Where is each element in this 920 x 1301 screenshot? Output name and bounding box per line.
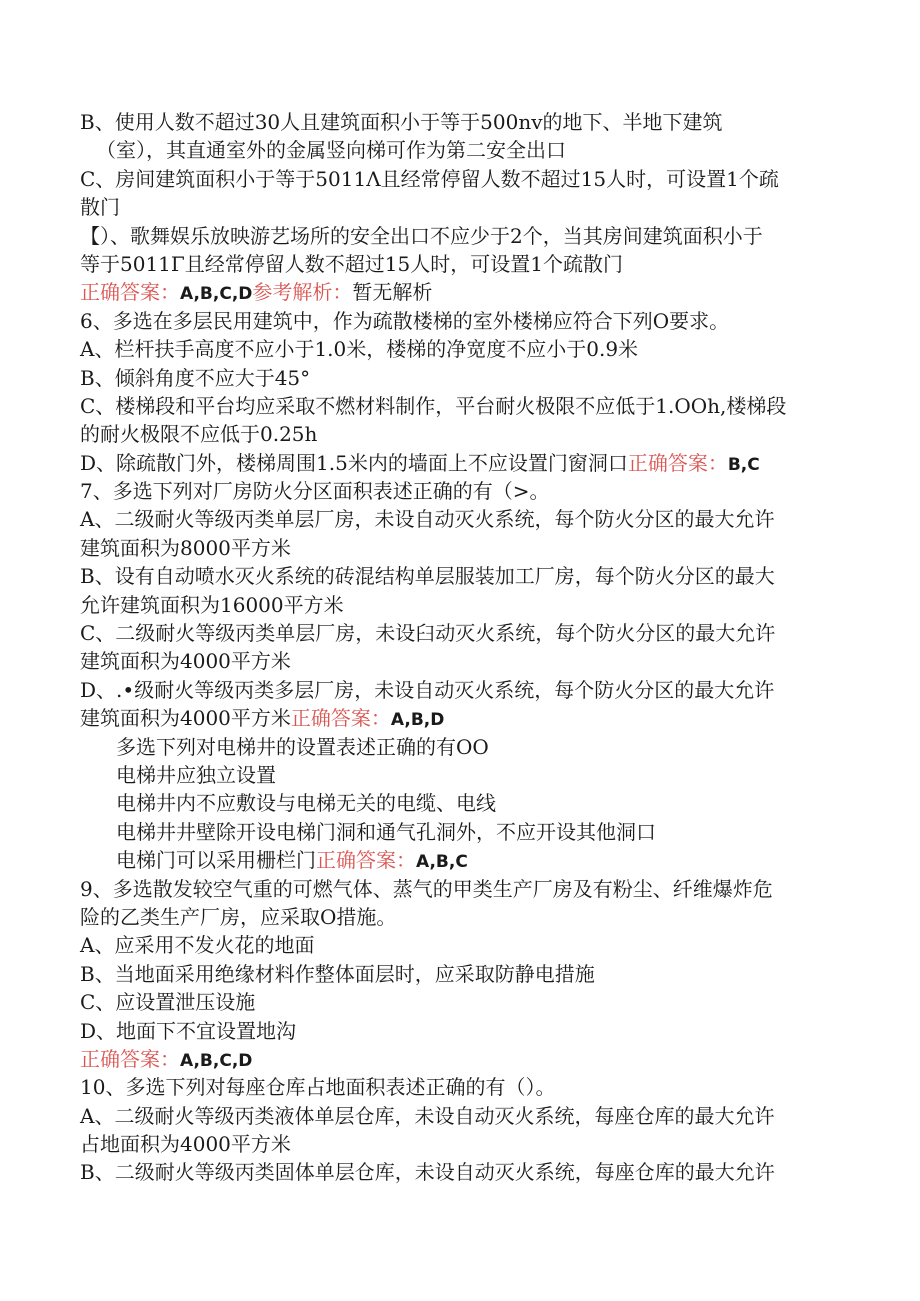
text-line — [80, 278, 840, 306]
line-text: 电梯门可以采用栅栏门 — [116, 848, 316, 873]
answer-label: 正确答案： — [627, 450, 728, 475]
line-text: 建筑面积为4000平方米 — [80, 649, 291, 674]
line-text: D、地面下不宜设置地沟 — [80, 1018, 297, 1043]
text-line — [80, 903, 840, 931]
answer-key: B,C — [727, 454, 760, 475]
text-line — [80, 335, 840, 363]
text-line — [80, 818, 840, 846]
line-text: 10、多选下列对每座仓库占地面积表述正确的有（）。 — [80, 1075, 556, 1100]
answer-label: 正确答案： — [80, 280, 180, 305]
line-text: 建筑面积为8000平方米 — [80, 535, 291, 560]
text-line — [80, 136, 840, 164]
line-text: 6、多选在多层民用建筑中，作为疏散楼梯的室外楼梯应符合下列O要求。 — [80, 308, 730, 333]
answer-key: A,B,C — [416, 852, 468, 873]
line-text: 占地面积为4000平方米 — [80, 1132, 291, 1157]
text-line — [80, 988, 840, 1016]
line-text: 的耐火极限不应低于0.25h — [80, 422, 318, 447]
line-text: 9、多选散发较空气重的可燃气体、蒸气的甲类生产厂房及有粉尘、纤维爆炸危 — [80, 876, 773, 901]
line-text: B、倾斜角度不应大于45° — [80, 365, 311, 390]
line-text: C、应设置泄压设施 — [80, 990, 256, 1015]
text-line — [80, 108, 840, 136]
line-text: 7、多选下列对厂房防火分区面积表述正确的有（>。 — [80, 479, 550, 504]
text-line — [80, 449, 840, 477]
text-line — [80, 193, 840, 221]
text-line — [80, 165, 840, 193]
line-text: D、.•级耐火等级丙类多层厂房，未设自动灭火系统，每个防火分区的最大允许 — [80, 677, 775, 702]
line-text: B、当地面采用绝缘材料作整体面层时，应采取防静电措施 — [80, 961, 595, 986]
text-line — [80, 704, 840, 732]
text-line — [80, 250, 840, 278]
line-text: C、二级耐火等级丙类单层厂房，未设臼动灭火系统，每个防火分区的最大允许 — [80, 621, 776, 646]
line-text: B、二级耐火等级丙类固体单层仓库，未设自动灭火系统，每座仓库的最大允许 — [80, 1160, 775, 1185]
text-line — [80, 647, 840, 675]
text-line — [80, 591, 840, 619]
line-text: 电梯井内不应敷设与电梯无关的电缆、电线 — [116, 791, 496, 816]
text-line — [80, 619, 840, 647]
line-text: D、除疏散门外，楼梯周围1.5米内的墙面上不应设置门窗洞口 — [80, 450, 628, 475]
line-text: （室），其直通室外的金属竖向梯可作为第二安全出口 — [96, 138, 566, 163]
text-line — [80, 789, 840, 817]
text-line — [80, 1102, 840, 1130]
text-line — [80, 931, 840, 959]
line-text: C、房间建筑面积小于等于5011Λ且经常停留人数不超过15人时，可设置1个疏 — [80, 166, 779, 191]
line-text: C、楼梯段和平台均应采取不燃材料制作，平台耐火极限不应低于1.OOh,楼梯段 — [80, 393, 787, 418]
text-line — [80, 562, 840, 590]
line-text: 【）、歌舞娱乐放映游艺场所的安全出口不应少于2个，当其房间建筑面积小于 — [80, 223, 763, 248]
answer-key: A,B,C,D — [180, 284, 253, 305]
answer-label: 参考解析： — [252, 280, 353, 305]
line-text: A、应采用不发火花的地面 — [80, 933, 315, 958]
line-text: B、使用人数不超过30人且建筑面积小于等于500nv的地下、半地下建筑 — [80, 110, 723, 134]
answer-label: 正确答案： — [316, 848, 416, 873]
answer-key: A,B,D — [390, 710, 445, 731]
line-text: 允许建筑面积为16000平方米 — [80, 592, 344, 617]
line-text: 建筑面积为4000平方米 — [80, 706, 291, 731]
text-line — [80, 392, 840, 420]
text-line — [80, 1073, 840, 1101]
text-line — [80, 1017, 840, 1045]
text-line — [80, 505, 840, 533]
answer-key: A,B,C,D — [180, 1050, 253, 1071]
line-text: 等于5011Γ且经常停留人数不超过15人时，可设置1个疏散门 — [80, 251, 623, 276]
text-line — [80, 761, 840, 789]
text-line — [80, 1045, 840, 1073]
answer-label: 正确答案： — [80, 1046, 180, 1071]
text-line — [80, 534, 840, 562]
line-text: 电梯井应独立设置 — [116, 762, 276, 787]
line-text: A、二级耐火等级丙类单层厂房，未设自动灭火系统，每个防火分区的最大允许 — [80, 507, 775, 532]
line-text: 电梯井井壁除开设电梯门洞和通气孔洞外，不应开设其他洞口 — [116, 819, 656, 844]
answer-label: 正确答案： — [290, 706, 391, 731]
text-line — [80, 1158, 840, 1186]
line-text: B、设有自动喷水灭火系统的砖混结构单层服装加工厂房，每个防火分区的最大 — [80, 564, 775, 589]
text-line — [80, 733, 840, 761]
text-line — [80, 307, 840, 335]
document-body — [80, 108, 840, 1187]
text-line — [80, 1130, 840, 1158]
line-text: 暂无解析 — [352, 280, 433, 305]
text-line — [80, 676, 840, 704]
line-text: 多选下列对电梯井的设置表述正确的有OO — [116, 734, 489, 759]
line-text: A、栏杆扶手高度不应小于1.0米，楼梯的净宽度不应小于0.9米 — [80, 337, 639, 362]
text-line — [80, 364, 840, 392]
text-line — [80, 960, 840, 988]
text-line — [80, 477, 840, 505]
line-text: A、二级耐火等级丙类液体单层仓库，未设自动灭火系统，每座仓库的最大允许 — [80, 1103, 775, 1128]
text-line — [80, 875, 840, 903]
text-line — [80, 420, 840, 448]
text-line — [80, 222, 840, 250]
line-text: 险的乙类生产厂房，应采取O措施。 — [80, 904, 397, 929]
line-text: 散门 — [80, 195, 120, 220]
text-line — [80, 846, 840, 874]
